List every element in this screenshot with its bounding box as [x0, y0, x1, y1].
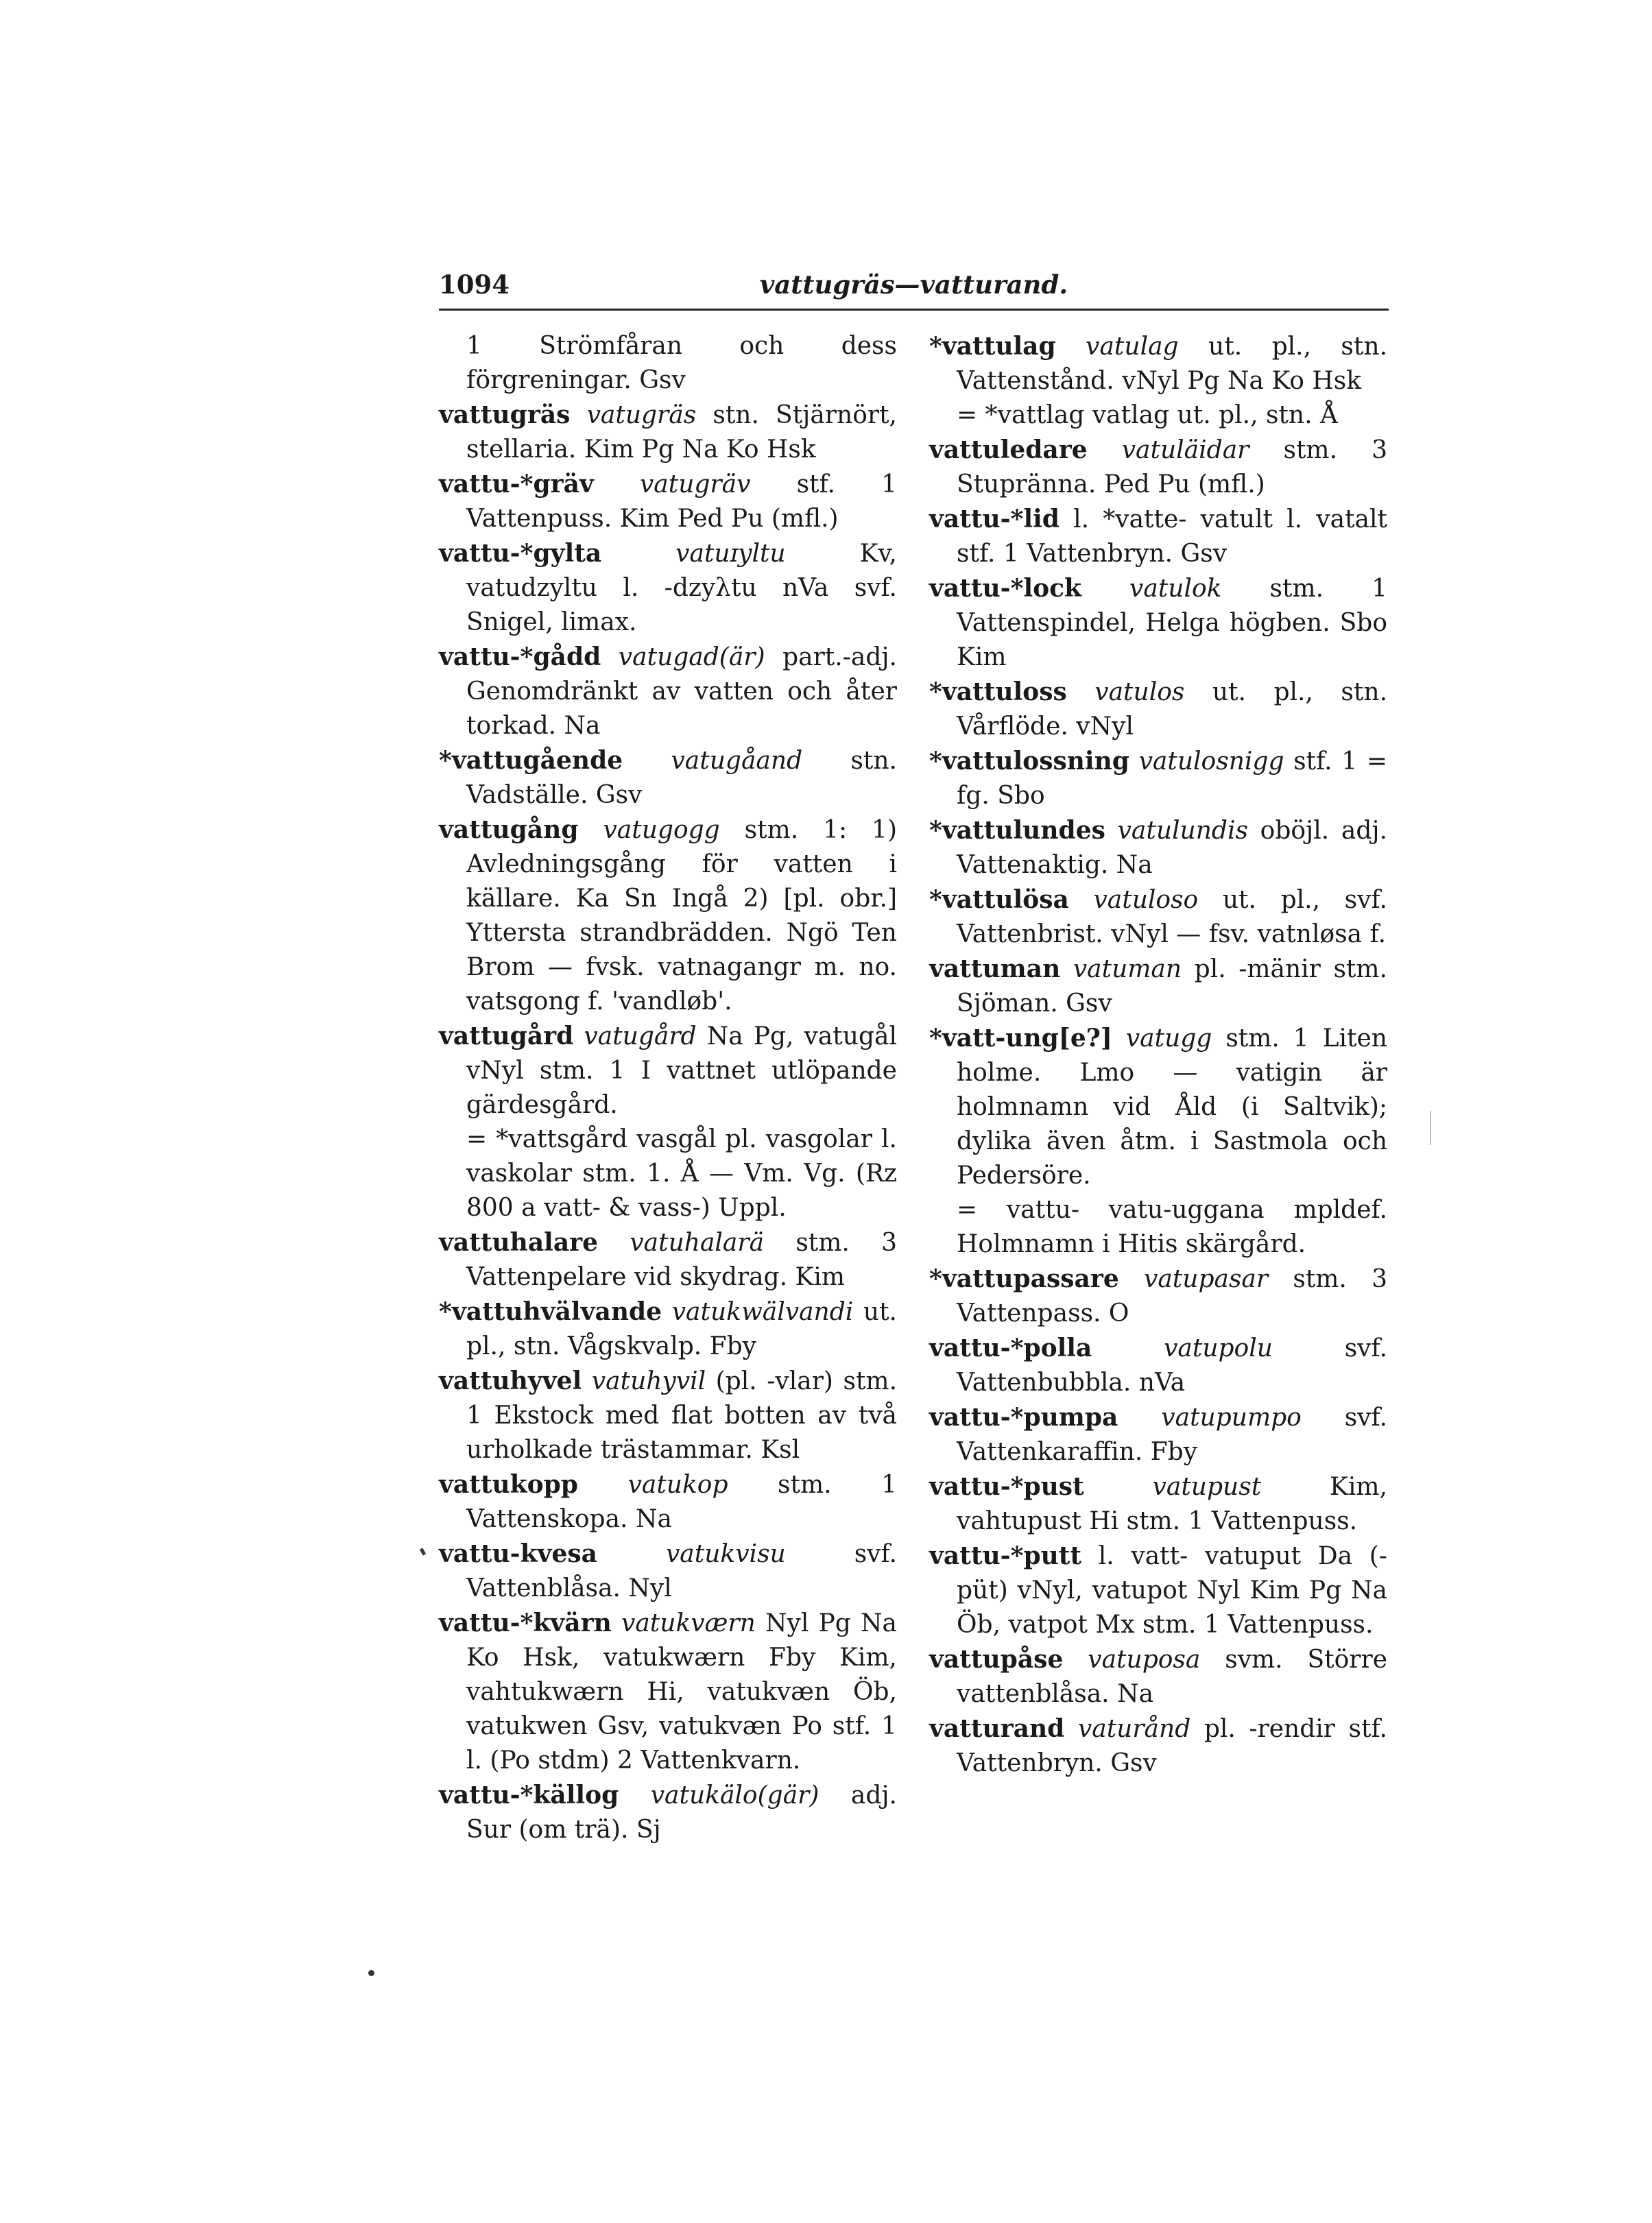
entry-headword: vattukopp — [439, 1470, 578, 1499]
entry-headword: vattu-*lid — [929, 505, 1060, 533]
entry-pronunciation: vatupumpo — [1161, 1404, 1302, 1432]
dictionary-entry — [929, 502, 1387, 571]
dictionary-entry — [439, 1295, 897, 1364]
entry-pronunciation: vatulosnigg — [1138, 747, 1284, 776]
entry-definition: Nyl Pg Na Ko Hsk, vatukwærn Fby Kim, vahtukwærn Hi, vatukvæn Öb, vatukwen Gsv, vatukvæn Po stf. 1 l. (Po stdm) 2 Vattenkvarn. — [466, 1609, 897, 1775]
entry-headword: vattupåse — [929, 1645, 1064, 1674]
dictionary-entry — [439, 1778, 897, 1847]
entry-headword: *vattulossning — [929, 747, 1129, 776]
dictionary-entry — [439, 536, 897, 640]
dictionary-entry — [439, 1225, 897, 1295]
entry-definition: stf. 1 = fg. Sbo — [957, 747, 1387, 810]
entry-pronunciation: vatukværn — [621, 1609, 756, 1637]
dictionary-entry — [929, 952, 1387, 1021]
entry-definition: stm. 3 Vattenpelare vid skydrag. Kim — [466, 1229, 897, 1291]
entry-definition: Kv, vatudzyltu l. -dzyλtu nVa svf. Snigel, limax. — [466, 540, 897, 636]
entry-headword: vattugård — [439, 1022, 574, 1050]
dictionary-entry — [929, 329, 1387, 398]
entry-headword: *vattulag — [929, 332, 1056, 361]
dictionary-entry — [929, 813, 1387, 882]
dictionary-entry — [439, 398, 897, 467]
entry-definition: stm. 3 Vattenpass. O — [957, 1265, 1388, 1327]
dictionary-entry — [439, 1537, 897, 1606]
entry-pronunciation: vatulundis — [1117, 817, 1248, 845]
entry-headword: vattu-*pust — [929, 1472, 1084, 1501]
dictionary-entry — [439, 640, 897, 743]
entry-headword: vattugång — [439, 815, 579, 844]
entry-pronunciation: vatulag — [1086, 333, 1179, 361]
margin-tick — [420, 1548, 426, 1555]
entry-definition: (pl. -vlar) stm. 1 Ekstock med flat botten av två urholkade trästammar. Ksl — [466, 1367, 898, 1464]
entry-definition: stn. Stjärnört, stellaria. Kim Pg Na Ko Hsk — [466, 401, 897, 464]
entry-definition: l. *vatte- vatult l. vatalt stf. 1 Vattenbryn. Gsv — [957, 505, 1387, 568]
entry-headword: vattu-*polla — [929, 1334, 1092, 1362]
dictionary-entry — [929, 1262, 1387, 1331]
dictionary-entry — [929, 1400, 1387, 1469]
entry-pronunciation: vatuhalarä — [630, 1229, 765, 1257]
dictionary-entry — [929, 1711, 1387, 1781]
entry-headword: vattuhyvel — [439, 1367, 582, 1395]
dictionary-entry — [439, 813, 897, 1019]
dictionary-entry — [929, 1331, 1387, 1400]
entry-definition: stn. Vadställe. Gsv — [466, 747, 897, 809]
entry-pronunciation: vatugogg — [603, 816, 720, 844]
entry-definition: stm. 1 Liten holme. Lmo — vatigin är holmnamn vid Åld (i Saltvik); dylika även åtm. i Sastmola och Pedersöre. — [957, 1024, 1387, 1190]
entry-definition: stm. 3 Stupränna. Ped Pu (mfl.) — [957, 436, 1387, 498]
entry-headword: *vattulösa — [929, 885, 1069, 914]
running-head: vattugräs—vatturand. — [759, 269, 1068, 300]
entry-pronunciation: vatupust — [1152, 1473, 1262, 1501]
dictionary-entry — [439, 1122, 897, 1225]
entry-pronunciation: vatupasar — [1143, 1265, 1269, 1293]
entry-headword: *vattulundes — [929, 816, 1105, 845]
entry-definition: svf. Vattenkaraffin. Fby — [957, 1404, 1387, 1466]
dictionary-entry — [439, 743, 897, 813]
entry-pronunciation: vatugg — [1125, 1024, 1212, 1053]
dictionary-entry — [929, 1021, 1387, 1193]
entry-headword: *vattuhvälvande — [439, 1297, 662, 1326]
dictionary-entry — [929, 1539, 1387, 1642]
entry-headword: vattu-*pumpa — [929, 1403, 1118, 1432]
entry-headword: *vattugående — [439, 746, 623, 775]
dictionary-entry — [929, 1193, 1387, 1262]
entry-pronunciation: vaturånd — [1077, 1715, 1191, 1743]
margin-dot — [368, 1970, 374, 1976]
entry-headword: vattu-*gräv — [439, 470, 594, 498]
entry-definition: pl. -mänir stm. Sjöman. Gsv — [957, 955, 1387, 1018]
entry-pronunciation: vatugräs — [586, 401, 697, 429]
dictionary-entry — [929, 433, 1387, 502]
dictionary-entry — [929, 398, 1387, 433]
entry-definition: oböjl. adj. Vattenaktig. Na — [957, 817, 1387, 879]
entry-definition: ut. pl., svf. Vattenbrist. vNyl — fsv. vatnløsa f. — [957, 886, 1387, 948]
entry-headword: vattuledare — [929, 435, 1088, 464]
entry-pronunciation: vatuɪyltu — [675, 540, 786, 568]
entry-headword: *vattuloss — [929, 677, 1067, 706]
entry-definition: ut. pl., stn. Vattenstånd. vNyl Pg Na Ko Hsk — [957, 333, 1388, 395]
dictionary-entry — [929, 1469, 1387, 1539]
entry-definition: adj. Sur (om trä). Sj — [466, 1781, 897, 1844]
entry-headword: *vattupassare — [929, 1264, 1119, 1293]
entry-pronunciation: vatuposa — [1088, 1646, 1201, 1674]
entry-definition: svf. Vattenblåsa. Nyl — [466, 1540, 897, 1602]
entry-pronunciation: vatulok — [1129, 575, 1222, 603]
entry-pronunciation: vatugräv — [639, 470, 751, 498]
entry-headword: vattu-*kvärn — [439, 1609, 612, 1637]
entry-definition: stm. 1: 1) Avledningsgång för vatten i källare. Ka Sn Ingå 2) [pl. obr.] Yttersta strandbrädden. Ngö Ten Brom — fvsk. vatnagangr m. no. vatsgong f. 'vandløb'. — [466, 816, 897, 1016]
entry-pronunciation: vatugad(är) — [618, 643, 765, 671]
entry-definition: svf. Vattenbubbla. nVa — [957, 1334, 1387, 1397]
entry-headword: vattu-*gådd — [439, 642, 601, 671]
entry-definition: stm. 1 Vattenspindel, Helga högben. Sbo Kim — [957, 575, 1387, 671]
entry-definition: = vattu- vatu-uggana mpldef. Holmnamn i Hitis skärgård. — [957, 1196, 1387, 1258]
dictionary-entry — [929, 571, 1387, 675]
entry-pronunciation: vatukwälvandi — [671, 1298, 854, 1326]
entry-pronunciation: vatupolu — [1164, 1334, 1273, 1362]
margin-line — [1430, 1111, 1431, 1145]
dictionary-entry — [439, 1364, 897, 1467]
entry-definition: = *vattlag vatlag ut. pl., stn. Å — [957, 401, 1338, 429]
right-column — [929, 329, 1387, 1781]
entry-definition: l. vatt- vatuput Da (-püt) vNyl, vatupot Nyl Kim Pg Na Öb, vatpot Mx stm. 1 Vattenpuss. — [957, 1542, 1387, 1639]
entry-pronunciation: vatugåand — [671, 747, 803, 775]
entry-pronunciation: vatuhyvil — [591, 1367, 706, 1395]
entry-definition: pl. -rendir stf. Vattenbryn. Gsv — [957, 1715, 1387, 1777]
dictionary-entry — [439, 1467, 897, 1537]
dictionary-entry — [439, 1019, 897, 1122]
entry-pronunciation: vatuläidar — [1121, 436, 1249, 464]
entry-definition: part.-adj. Genomdränkt av vatten och åter torkad. Na — [466, 643, 897, 740]
entry-definition: stm. 1 Vattenskopa. Na — [466, 1471, 897, 1533]
left-column — [439, 329, 897, 1847]
entry-headword: vatturand — [929, 1714, 1065, 1743]
entry-pronunciation: vatuman — [1073, 955, 1182, 983]
entry-pronunciation: vatuloso — [1093, 886, 1199, 914]
entry-pronunciation: vatugård — [584, 1022, 697, 1050]
entry-definition: Na Pg, vatugål vNyl stm. 1 I vattnet utlöpande gärdesgård. — [466, 1022, 897, 1119]
entry-headword: vattugräs — [439, 400, 571, 429]
entry-definition: ut. pl., stn. Vågskvalp. Fby — [466, 1298, 897, 1360]
dictionary-entry — [929, 1642, 1387, 1711]
entry-headword: vattu-*putt — [929, 1541, 1082, 1570]
page-number: 1094 — [439, 269, 510, 300]
entry-headword: vattuman — [929, 954, 1061, 983]
entry-headword: vattu-*källog — [439, 1781, 619, 1810]
entry-pronunciation: vatulos — [1094, 678, 1185, 706]
entry-definition: Kim, vahtupust Hi stm. 1 Vattenpuss. — [957, 1473, 1387, 1535]
dictionary-entry — [439, 1606, 897, 1778]
dictionary-entry — [439, 467, 897, 536]
entry-headword: vattu-*lock — [929, 574, 1081, 603]
entry-pronunciation: vatukvisu — [665, 1540, 786, 1568]
dictionary-entry — [929, 882, 1387, 952]
entry-pronunciation: vatukälo(gär) — [650, 1781, 819, 1810]
entry-definition: ut. pl., stn. Vårflöde. vNyl — [957, 678, 1388, 741]
entry-definition: 1 Strömfåran och dess förgreningar. Gsv — [466, 332, 897, 394]
entry-definition: = *vattsgård vasgål pl. vasgolar l. vaskolar stm. 1. Å — Vm. Vg. (Rz 800 a vatt- & vass-) Uppl. — [466, 1125, 897, 1222]
dictionary-entry — [929, 744, 1387, 813]
entry-definition: stf. 1 Vattenpuss. Kim Ped Pu (mfl.) — [466, 470, 897, 533]
entry-headword: vattu-kvesa — [439, 1539, 597, 1568]
dictionary-entry — [439, 329, 897, 398]
page-header — [439, 267, 1389, 311]
entry-headword: vattu-*gylta — [439, 539, 602, 568]
dictionary-entry — [929, 675, 1387, 744]
entry-pronunciation: vatukop — [627, 1471, 728, 1499]
entry-definition: svm. Större vattenblåsa. Na — [957, 1646, 1387, 1708]
entry-headword: *vatt-ung[e?] — [929, 1024, 1112, 1053]
entry-headword: vattuhalare — [439, 1228, 599, 1257]
